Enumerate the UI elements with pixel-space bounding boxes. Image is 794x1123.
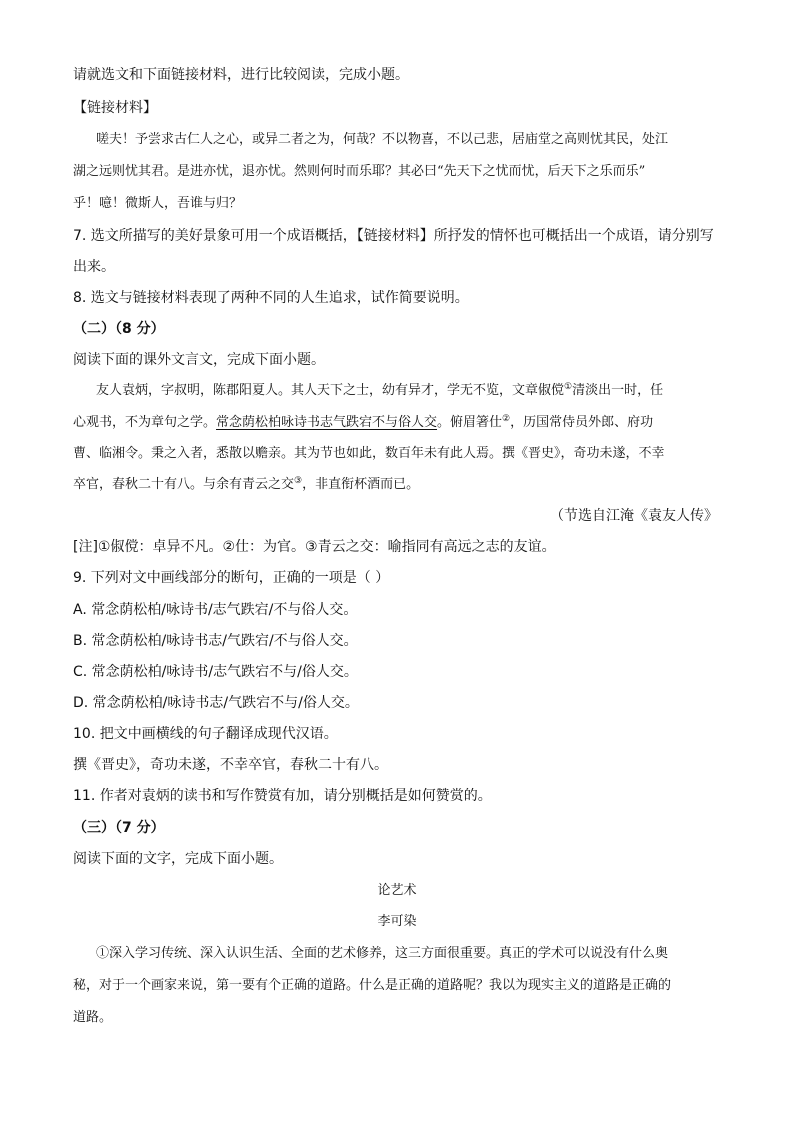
passage-text: ，历国常侍员外郎、府功 <box>510 415 654 430</box>
passage-line-2 <box>73 413 653 433</box>
reading-instruction: 请就选文和下面链接材料，进行比较阅读，完成小题。 <box>73 67 409 83</box>
option-a: A. 常念荫松柏/咏诗书/志气跌宕/不与俗人交。 <box>73 602 358 618</box>
article-line-2: 秘，对于一个画家来说，第一要有个正确的道路。什么是正确的道路呢？我以为现实主义的道路是正确的 <box>73 978 672 993</box>
question-8: 8. 选文与链接材料表现了两种不同的人生追求，试作简要说明。 <box>73 290 469 306</box>
question-7-line-2: 出来。 <box>73 259 115 275</box>
question-9: 9. 下列对文中画线部分的断句，正确的一项是（ ） <box>73 570 390 586</box>
option-b: B. 常念荫松柏/咏诗书志/气跌宕/不与俗人交。 <box>73 633 358 649</box>
passage-source: （节选自江淹《袁友人传》 <box>550 508 718 524</box>
passage-text: 卒官，春秋二十有八。与余有青云之交 <box>73 477 295 492</box>
footnotes: [注]①俶傥：卓异不凡。②仕：为官。③青云之交：喻指同有高远之志的友谊。 <box>73 539 556 555</box>
passage-line-4 <box>73 475 419 495</box>
article-line-1: ①深入学习传统、深入认识生活、全面的艺术修养，这三方面很重要。真正的学术可以说没有什么奥 <box>96 946 669 961</box>
material-title: 【链接材料】 <box>73 100 157 116</box>
passage-text: ，非直衔杯酒而已。 <box>302 477 420 492</box>
option-c: C. 常念荫松柏/咏诗书/志气跌宕不与/俗人交。 <box>73 664 358 680</box>
passage-line-1 <box>96 381 663 401</box>
section-3-heading: （三）（7 分） <box>73 820 165 836</box>
footnote-marker-2: ② <box>502 414 511 424</box>
passage-text: 心观书，不为章句之学。 <box>73 415 217 430</box>
section-2-instruction: 阅读下面的课外文言文，完成下面小题。 <box>73 352 325 368</box>
passage-line-3: 曹、临湘令。秉之入者，悉散以赡亲。其为节也如此，数百年未有此人焉。撰《晋史》，奇功未遂，不幸 <box>73 446 665 461</box>
section-3-instruction: 阅读下面的文字，完成下面小题。 <box>73 851 283 867</box>
question-11: 11. 作者对袁炳的读书和写作赞赏有加，请分别概括是如何赞赏的。 <box>73 788 492 804</box>
material-line-3: 乎！噫！微斯人，吾谁与归？ <box>73 196 243 211</box>
question-10: 10. 把文中画横线的句子翻译成现代汉语。 <box>73 726 338 742</box>
passage-text: 。俯眉箸仕 <box>437 415 503 430</box>
option-d: D. 常念荫松柏/咏诗书志/气跌宕不与/俗人交。 <box>73 695 359 711</box>
material-line-2: 湖之远则忧其君。是进亦忧，退亦忧。然则何时而乐耶？其必曰“先天下之忧而忧，后天下之乐而乐” <box>73 164 646 179</box>
question-7-line-1: 7. 选文所描写的美好景象可用一个成语概括，【链接材料】所抒发的情怀也可概括出一个成语，请分别写 <box>73 228 714 244</box>
underlined-sentence: 常念荫松柏咏诗书志气跌宕不与俗人交 <box>216 415 438 430</box>
article-title: 论艺术 <box>377 883 417 898</box>
footnote-marker-1: ① <box>564 382 573 392</box>
question-10-sentence: 撰《晋史》，奇功未遂，不幸卒官，春秋二十有八。 <box>73 757 388 773</box>
article-line-3: 道路。 <box>73 1010 113 1025</box>
passage-text: 友人袁炳，字叔明，陈郡阳夏人。其人天下之士，幼有异才，学无不览，文章俶傥 <box>96 383 565 398</box>
passage-text: 清淡出一时，任 <box>572 383 664 398</box>
footnote-marker-3: ③ <box>294 476 303 486</box>
article-author: 李可染 <box>377 914 417 929</box>
section-2-heading: （二）（8 分） <box>73 321 165 337</box>
material-line-1: 嗟夫！予尝求古仁人之心，或异二者之为，何哉？不以物喜，不以己悲，居庙堂之高则忧其民，处江 <box>96 132 669 147</box>
